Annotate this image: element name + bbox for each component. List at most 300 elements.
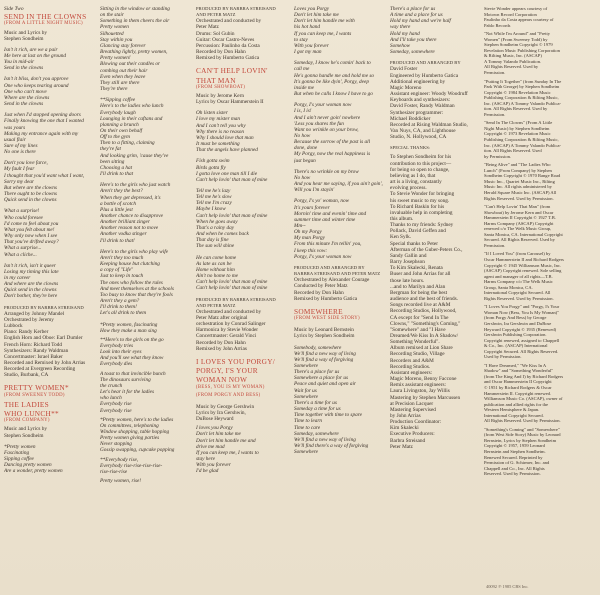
- text-line: Another brilliant zinger: [100, 219, 150, 226]
- text-line: I got my man: [294, 49, 322, 56]
- text-line: **Sipping coffee: [100, 97, 136, 104]
- text-line: Music by George Gershwin: [196, 403, 255, 410]
- text-line: Somewhere: [294, 363, 319, 370]
- text-line: Isn't it rich, are we a pair: [4, 46, 58, 53]
- catalog-footer: 40092 ℗ 1985 CBS Inc.: [486, 584, 529, 589]
- copyright-line: Showboat) by Jerome Kern and Oscar: [484, 209, 554, 215]
- text-line: Don't let him take me: [196, 431, 241, 438]
- text-line: Recorded by Don Hahn: [196, 339, 246, 346]
- column-4: [294, 6, 390, 589]
- text-line: PRODUCED BY BARBRA STREISAND: [4, 304, 84, 310]
- text-line: summer time and winter time: [294, 216, 356, 223]
- text-line: Making my entrance again with my: [4, 130, 79, 137]
- text-line: Then to a fitting, claiming: [100, 140, 155, 147]
- copyright-line: Copyright renewed, assigned to Chappell: [484, 337, 560, 343]
- text-line: rise-rise-rise: [100, 468, 128, 475]
- text-line: Peace and quiet and open air: [294, 381, 356, 388]
- text-line: Recorded at Evergreen Recording: [4, 366, 76, 373]
- text-line: Synthesizer programmer:: [390, 109, 444, 116]
- copyright-line: Santa Monica, CA. International Copyright: [484, 231, 563, 237]
- text-line: invaluable help in completing: [390, 209, 453, 216]
- text-line: drive me mad: [196, 443, 225, 450]
- text-line: Recording Studios.: [390, 363, 431, 370]
- text-line: Recorded at Rising Waldman Studio,: [390, 121, 468, 128]
- text-line: Arranged by Johnny Mandel: [4, 310, 65, 317]
- text-line: Quick send in the clowns: [4, 287, 57, 294]
- text-line: who lunch: [100, 395, 122, 402]
- text-line: Recorded and Remixed by John Arrias: [4, 360, 86, 367]
- text-line: Maybe I know: [196, 206, 226, 213]
- text-line: Sitting in the window or standing: [100, 6, 170, 12]
- text-line: What a cliche...: [4, 251, 37, 258]
- text-line: Somewhere: [294, 449, 319, 456]
- text-line: To Kim Skalecki, Renata: [390, 265, 443, 272]
- text-line: planning a brunch: [100, 121, 139, 128]
- text-line: We'll find there's a way of forgiving: [294, 443, 369, 450]
- copyright-line: Permission.: [484, 242, 506, 248]
- text-line: My man Porgy: [294, 235, 326, 242]
- text-line: 'Less you shares the fun: [294, 120, 344, 127]
- text-line: Fascinating: [4, 449, 30, 456]
- text-line: inside me: [294, 84, 314, 91]
- text-line: on the stair: [100, 12, 124, 19]
- text-line: Magic Moreno: [390, 84, 422, 91]
- text-line: BARBRA STREISAND AND PETER MATZ: [294, 271, 381, 277]
- text-line: Special thanks to Peter: [390, 240, 438, 247]
- text-line: The sun will shine: [196, 243, 235, 250]
- text-line: Why only now when I see: [4, 233, 58, 240]
- text-line: Music and Lyrics by: [4, 29, 48, 36]
- text-line: "Somewhere" and "I Have: [390, 326, 446, 333]
- text-line: And I'll take you there: [390, 36, 437, 43]
- text-line: Let's hear it for the ladies: [100, 389, 155, 396]
- song-source: (FROM SWEENEY TODD): [4, 392, 65, 398]
- text-line: It must be something: [196, 141, 240, 148]
- text-line: I loves you Porgy: [196, 425, 233, 432]
- text-line: Gossip swapping, cupcake popping: [100, 447, 175, 454]
- text-line: Recorders and A&M: [390, 357, 434, 364]
- text-line: *Pretty women, here's to the ladies: [100, 416, 174, 423]
- text-line: There's a place for us: [294, 369, 340, 376]
- text-line: Fish gotta swim: [196, 158, 230, 165]
- text-line: It's gonna be like dyin', Porgy, deep: [294, 78, 369, 85]
- copyright-line: Permission.: [484, 111, 506, 117]
- text-line: We'll find a way of forgiving: [294, 356, 354, 363]
- copyright-line: Bernstein and Stephen Sondheim.: [484, 449, 546, 455]
- text-line: No one is there: [4, 149, 36, 156]
- copyright-line: (ASCAP) Copyright renewed. Sole selling: [484, 268, 562, 274]
- text-line: Let's all drink to them: [100, 310, 147, 317]
- text-line: PRODUCED AND ARRANGED BY: [294, 264, 365, 270]
- text-line: Studio, Burbank, CA: [4, 372, 49, 379]
- text-line: Why I should love that man: [196, 134, 254, 141]
- text-line: AND PETER MATZ: [196, 12, 236, 18]
- text-line: Time to learn: [294, 418, 323, 425]
- copyright-line: tion. All Rights Reserved. Used: [484, 148, 542, 154]
- text-line: Mm--: [294, 223, 306, 229]
- song-source: (FROM SHOWBOAT): [196, 84, 246, 90]
- text-line: As late as can be: [196, 260, 232, 267]
- song-source: (FROM WEST SIDE STORY): [294, 316, 360, 322]
- text-line: One who keeps tearing around: [4, 82, 69, 89]
- song-source: (FROM A LITTLE NIGHT MUSIC): [4, 21, 83, 27]
- text-line: I love my mister man: [196, 116, 241, 123]
- text-line: Recorded by Don Hahn: [294, 289, 344, 296]
- text-line: Kim Skalecki: [390, 425, 419, 432]
- text-line: Pretty women!: [100, 55, 131, 62]
- text-line: Synthesizers: Randy Waldman: [4, 347, 69, 354]
- text-line: Recorded by Don Hahn: [196, 49, 246, 56]
- text-line: That's a rainy day: [196, 224, 235, 231]
- copyright-line: "I Have Dreamed," "We Kiss In A: [484, 362, 547, 368]
- copyright-line: Hammerstein II Copyright © 1927 T.B.: [484, 215, 556, 221]
- copyright-line: Harms Company (ASCAP) Copyright: [484, 220, 554, 226]
- song-source: (FROM PORGY AND BESS): [196, 392, 261, 398]
- text-line: Isn't it bliss, don't you approve: [4, 76, 69, 83]
- text-line: They still are there: [100, 79, 140, 86]
- copyright-line: Publishing Corporation & Rilting Music,: [484, 137, 559, 143]
- copyright-line: Lunch" (From Company) by Stephen: [484, 167, 552, 173]
- text-line: David Foster, Randy Waldman: [390, 103, 455, 110]
- text-line: Orchestrated and conducted by: [196, 18, 262, 25]
- copyright-line: "Putting It Together" (from Sunday In The: [484, 78, 562, 84]
- column-1: [4, 6, 100, 589]
- song-title: THAT MAN: [196, 75, 236, 85]
- text-line: We'll find a new way of living: [294, 436, 356, 443]
- copyright-line: "Something's Coming" and "Somewhere": [484, 426, 560, 432]
- copyright-line: Oscar Hammerstein II and Richard Rodgers: [484, 256, 564, 262]
- text-line: by John Arrias: [390, 413, 421, 419]
- text-line: Studio, N. Hollywood, CA: [390, 134, 447, 141]
- text-line: stay here: [196, 456, 215, 463]
- text-line: The ones who follow the rules: [100, 279, 163, 286]
- copyright-line: Copyright © 1945 Williamson Music, Inc.: [484, 262, 562, 268]
- copyright-line: Music Inc. All rights administered by: [484, 184, 552, 190]
- text-line: Michael Boddicker: [390, 115, 431, 122]
- text-line: Piano: Randy Kerber: [4, 329, 49, 336]
- text-line: PRODUCED AND ARRANGED BY: [390, 60, 461, 66]
- text-line: Send in the clowns: [4, 101, 44, 108]
- copyright-line: Group, Santa Monica, CA.: [484, 284, 533, 290]
- text-line: Harmonica by Stevie Wonder: [196, 327, 259, 334]
- text-line: It's yours forever: [294, 204, 330, 211]
- copyright-line: Copyright Secured. All Rights Reserved.: [484, 348, 559, 354]
- copyright-line: Gershwin Publishing Corporation.: [484, 332, 547, 338]
- text-line: Another vodka stinger: [100, 231, 147, 238]
- copyright-line: "Being Alive" and "The Ladies Who: [484, 162, 551, 168]
- copyright-line: "Can't Help Lovin' That Man" (from: [484, 204, 551, 210]
- text-line: On their own behalf: [100, 127, 143, 134]
- text-line: audience and the best of friends.: [390, 296, 458, 303]
- text-line: Porgy, I's your woman now: [294, 253, 352, 260]
- text-line: Where are the clowns: [4, 94, 50, 101]
- copyright-line: Motown Record Corporation: [484, 11, 537, 17]
- text-line: Hold my hand: [390, 30, 420, 37]
- text-line: Remixed by Humberto Gatica: [294, 295, 358, 302]
- text-line: Keyboards and synthesizers:: [390, 97, 451, 104]
- text-line: When he goes away: [196, 218, 238, 225]
- text-line: Can't help lovin' that man of mine: [196, 176, 268, 183]
- text-line: Lyrics by Ira Gershwin,: [196, 409, 246, 416]
- copyright-line: Herald Square Music Inc. (ASCAP) All: [484, 189, 557, 195]
- text-line: Stephen Sondheim: [4, 432, 44, 439]
- text-line: Porgy, I's your woman now: [294, 102, 352, 109]
- copyright-line: International Copyright Secured. All: [484, 290, 551, 296]
- text-line: Peter Matz: [196, 24, 219, 31]
- text-line: Recording Studios, Hollywood,: [390, 308, 457, 315]
- song-title: PRETTY WOMEN*: [4, 383, 69, 393]
- text-line: Someday, I know he's comin' back to: [294, 60, 371, 67]
- text-line: Pretty women: [100, 24, 129, 31]
- copyright-line: agent and manager of all rights—T.B.: [484, 273, 553, 279]
- text-line: Engineered by Humberto Gatica: [390, 72, 459, 79]
- text-line: The dinosaurs surviving: [100, 376, 151, 383]
- text-line: And when he comes back: [196, 231, 249, 238]
- text-line: *Pretty women: [4, 443, 36, 450]
- text-line: way there: [390, 24, 411, 31]
- copyright-line: Stephen Sondheim Copyright © 1979: [484, 42, 553, 48]
- text-line: Everybody tries: [100, 342, 134, 349]
- text-line: When they get depressed, it's: [100, 194, 161, 201]
- text-line: Lyrics by Oscar Hammerstein II: [196, 99, 264, 106]
- text-line: Sorry my dear: [4, 178, 35, 185]
- copyright-line: "Not While I'm Around" and "Pretty: [484, 31, 551, 37]
- copyright-line: & Co., Inc. (ASCAP) International: [484, 343, 548, 349]
- copyright-line: Sondheim Copyright © 1970 Range Road: [484, 173, 561, 179]
- text-line: Plus a little jest: [100, 206, 133, 213]
- text-line: No how: [294, 132, 311, 139]
- copyright-line: by Permission.: [484, 153, 512, 159]
- text-line: Pretty women, rise!: [100, 478, 142, 485]
- text-line: Everybody dies: [100, 361, 133, 368]
- text-line: Another chance to disapprove: [100, 213, 163, 219]
- text-line: PRODUCED BY BARBRA STREISAND: [196, 296, 276, 302]
- text-line: Someday a time for us: [294, 406, 341, 413]
- text-line: this album.: [390, 216, 414, 222]
- text-line: If you can keep me, I wants to: [196, 449, 259, 456]
- copyright-line: publication and allied rights for the: [484, 401, 549, 407]
- text-line: Time to care: [294, 424, 321, 431]
- song-title: WHO LUNCH**: [4, 409, 59, 419]
- text-line: Barbra Streisand: [390, 437, 426, 444]
- copyright-line: A Tommy Valando Publication.: [484, 58, 542, 64]
- text-line: Look into their eyes: [100, 349, 142, 356]
- text-line: Choosing a hat: [100, 164, 133, 171]
- text-line: contribution to this project—: [390, 160, 452, 167]
- text-line: Don't let him handle me with: [294, 18, 355, 25]
- copyright-line: © 1951 by Richard Rodgers & Oscar: [484, 385, 552, 390]
- copyright-line: renewed c/o The Welk Music Group,: [484, 226, 552, 232]
- text-line: Glancing stay forever: [100, 42, 146, 49]
- text-line: Because the sorrow of the past is all: [294, 139, 371, 146]
- text-line: There's no wrinkle on my brow: [294, 168, 359, 175]
- text-line: Clowns," "Something's Coming,": [390, 320, 461, 327]
- copyright-line: All Rights Reserved. Used by: [484, 64, 539, 70]
- text-line: Everybody laugh: [100, 109, 136, 116]
- copyright-line: "I Loves You Porgy" and "Porgy, I's Your: [484, 304, 560, 310]
- text-line: I is, I is!: [294, 108, 312, 115]
- text-line: Remixed by Humberto Gatica: [196, 55, 260, 62]
- text-line: a copy of "Life": [100, 267, 134, 274]
- text-line: Lyrics by Stephen Sondheim: [294, 333, 355, 340]
- text-line: Concertmaster: Israel Baker: [4, 353, 63, 360]
- text-line: Home without him: [196, 266, 235, 273]
- copyright-line: Revelation Music Publishing Corporation: [484, 47, 560, 53]
- text-line: A toast to that invincible bunch: [100, 370, 166, 377]
- text-line: How they make a man sing: [100, 327, 157, 334]
- copyright-line: Women" (From Sweeney Todd) by: [484, 36, 548, 42]
- copyright-line: Copyright © 1957, 1959 Leonard: [484, 443, 545, 449]
- text-line: Van Nuys, CA, and Lighthouse: [390, 127, 456, 134]
- text-line: Recording Studio, Village: [390, 351, 445, 358]
- text-line: Don't let him take me: [294, 12, 339, 19]
- text-line: Birds gotta fly: [196, 164, 226, 171]
- text-line: Wait for us: [294, 387, 317, 394]
- text-line: Barry Josephson: [390, 259, 425, 266]
- text-line: Aren't they the best?: [100, 188, 143, 195]
- text-line: to stay: [294, 36, 308, 43]
- text-line: Album remixed at Lion Share: [390, 345, 453, 352]
- text-line: I'll drink to them!: [100, 304, 137, 311]
- text-line: Here's to the girls who play wife: [100, 248, 169, 255]
- text-line: Can't help lovin' that man of mine: [196, 285, 268, 292]
- text-line: Orchestrated by Jeremy: [4, 316, 54, 323]
- text-line: What a surprise!: [4, 208, 40, 215]
- copyright-line: Pablo Records: [484, 22, 511, 28]
- text-line: And you hear me saying, if you ain't goin',: [294, 181, 383, 188]
- text-line: We'll find a new way of living: [294, 350, 356, 357]
- text-line: Just when I'd stopped opening doors: [4, 112, 81, 119]
- text-line: Dreamed/We Kiss In A Shadow/: [390, 332, 459, 339]
- copyright-line: Permission.: [484, 70, 506, 76]
- text-line: Breathing lightly, pretty women,: [100, 49, 168, 56]
- text-line: orchestration by Conrad Salinger: [196, 321, 266, 328]
- text-line: Mastering Supervised: [390, 406, 436, 413]
- song-title: WOMAN NOW: [196, 375, 248, 385]
- text-line: David Foster: [390, 66, 418, 73]
- text-line: Somebody, somewhere: [294, 344, 342, 351]
- text-line: Everybody rise: [100, 407, 132, 414]
- text-line: Keeping house but clutching: [100, 261, 160, 268]
- text-line: Don't you love farce,: [4, 160, 48, 167]
- text-line: Someday, somewhere: [294, 430, 339, 437]
- text-line: Aren't they too much: [100, 254, 144, 261]
- copyright-line: All Rights Reserved. Used by Permission.: [484, 418, 561, 424]
- text-line: I keep this vow:: [294, 247, 328, 254]
- text-line: Me here at last on the ground: [4, 52, 67, 59]
- text-line: I gotta love one man till I die: [196, 170, 258, 177]
- text-line: They're there: [100, 86, 128, 93]
- text-line: Assistant engineer: Woody Woodruff: [390, 91, 468, 98]
- text-line: With you forever: [294, 42, 329, 49]
- text-line: Buser and John Arrias for all: [390, 271, 451, 278]
- text-line: Can't help lovin' that man of mine: [196, 279, 268, 286]
- text-line: Just to keep in touch: [100, 273, 144, 280]
- copyright-line: Gershwin, Ira Gershwin and DuBose: [484, 320, 552, 326]
- text-line: Will you I'm stayin': [294, 187, 335, 194]
- copyright-line: Harms Company c/o The Welk Music: [484, 279, 553, 285]
- text-line: Too busy to know that they're fools: [100, 291, 173, 298]
- text-line: I thought that you'd want what I want,: [4, 172, 85, 179]
- copyright-line: Permission of G. Schirmer, Inc. and: [484, 460, 550, 466]
- text-line: CA except for "Send In The: [390, 314, 449, 321]
- text-line: Sandy Gallin and: [390, 252, 427, 259]
- text-line: And I ain't never goin' nowhere: [294, 114, 361, 121]
- text-line: And looking grim, 'cause they've: [100, 152, 169, 159]
- text-line: No how: [294, 174, 311, 181]
- text-line: **Here's to the girls on the go: [100, 336, 164, 343]
- text-line: What a surprise...: [4, 245, 42, 252]
- copyright-line: Used by Permission.: [484, 354, 522, 360]
- copyright-line: tion. All Rights Reserved. Used by: [484, 106, 548, 112]
- copyright-line: & Rilting Music, Inc. (ASCAP): [484, 53, 542, 59]
- text-line: Peter Matz: [390, 443, 413, 450]
- text-line: Don't let him handle me and: [196, 437, 256, 444]
- text-line: Afterman of the Guber-Peters Co.,: [390, 246, 463, 253]
- text-line: Quick send in the clowns: [4, 197, 57, 204]
- text-line: I'll drink to that: [100, 171, 134, 178]
- text-line: Something in them cheers the air: [100, 18, 170, 25]
- copyright-line: Heyward Copyright © 1935 (Renewed): [484, 326, 557, 332]
- song-source: (FROM COMPANY): [4, 418, 50, 424]
- text-line: You in mid-air: [4, 59, 35, 66]
- copyright-line: Music Inc., Quartet Music Inc., Rilting: [484, 178, 555, 184]
- text-line: But where are the clowns: [4, 184, 57, 191]
- text-line: believing as I do, that: [390, 172, 436, 179]
- copyright-line: Park With George) by Stephen Sondheim: [484, 84, 560, 90]
- text-line: art is a living, constantly: [390, 179, 442, 186]
- song-source: (BESS, YOU IS MY WOMAN): [196, 384, 265, 390]
- text-line: Don't bother, they're here: [4, 293, 58, 300]
- text-line: Loves you Porgy: [294, 6, 330, 12]
- text-line: Are a wonder, pretty women: [4, 468, 63, 475]
- text-line: PRODUCED BY BARBRA STREISAND: [196, 6, 276, 11]
- text-line: Mornin' time and evenin' time and: [294, 210, 367, 217]
- text-line: *Pretty women, fascinating: [100, 321, 158, 328]
- text-line: Dancing pretty women: [4, 462, 52, 469]
- text-line: Aren't they a gem?: [100, 298, 140, 305]
- copyright-line: Chappell and Co., Inc. All Rights: [484, 465, 545, 471]
- text-line: Time together with time to spare: [294, 412, 362, 419]
- text-line: Lounging in their caftans and: [100, 115, 163, 122]
- text-line: Orchestrated by Alexander Courage: [294, 277, 370, 284]
- text-line: French Horn: Richard Todd: [4, 341, 63, 348]
- text-line: One who can't move: [4, 88, 47, 95]
- text-line: Want no wrinkle on your brow,: [294, 126, 359, 133]
- text-line: Concertmaster: Gerald Vinci: [196, 333, 257, 340]
- text-line: Oh listen sister: [196, 110, 228, 117]
- copyright-line: Rights Reserved. Used by Permission.: [484, 195, 554, 201]
- text-line: My fault I fear: [4, 166, 35, 173]
- text-line: call me: [294, 66, 310, 73]
- column-2: [100, 6, 196, 589]
- text-line: Remixed by John Arrias: [196, 345, 247, 352]
- text-line: was yours: [4, 124, 26, 131]
- text-line: And where are the clowns: [4, 281, 59, 288]
- text-line: Somewhere: [294, 393, 319, 400]
- text-line: Mastering by Stephen Marcussen: [390, 394, 461, 401]
- text-line: Stay within you: [100, 36, 133, 43]
- text-line: Something Wonderful".: [390, 339, 440, 346]
- copyright-line: (from Porgy And Bess) by George: [484, 315, 547, 321]
- copyright-line: Shadow" and "Something Wonderful": [484, 368, 554, 374]
- copyright-line: Inc. (ASCAP) A Tommy Valando Publica-: [484, 100, 562, 106]
- text-line: English Horn and Oboe: Earl Dumler: [4, 335, 83, 342]
- text-line: To Stephen Sondheim for his: [390, 154, 452, 161]
- text-line: He can come home: [196, 254, 237, 261]
- text-line: Isn't it rich, isn't it queer: [4, 262, 56, 269]
- text-line: There's a time for us: [294, 399, 337, 406]
